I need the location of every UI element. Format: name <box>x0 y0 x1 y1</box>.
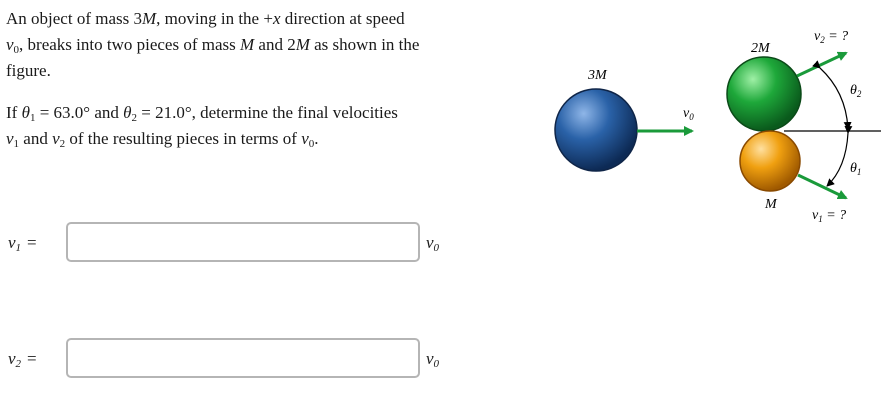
theta2-arc <box>820 68 848 129</box>
collision-figure <box>540 0 881 240</box>
v1-subscript: 1 <box>13 138 20 150</box>
equals-sign: = <box>27 349 37 368</box>
question-text: and <box>19 129 53 148</box>
question-text: = 21.0°, determine the final velocities <box>136 103 398 122</box>
answer-label-v2 <box>8 349 37 369</box>
intro-text: and 2 <box>254 35 296 54</box>
question-text: of the resulting pieces in terms of <box>65 129 302 148</box>
v0-subscript: 0 <box>13 44 20 56</box>
answer-row-v1 <box>8 222 468 266</box>
equals-sign: = <box>27 233 37 252</box>
v0-label: $v_0$ <box>683 106 694 122</box>
unit-subscript: 0 <box>433 358 440 370</box>
theta1-arc <box>827 133 848 186</box>
v0-symbol: v <box>301 129 309 148</box>
v2-symbol: v <box>52 129 60 148</box>
theta2-subscript: 2 <box>131 112 137 124</box>
mass-symbol: M <box>141 9 157 28</box>
answer-var: v <box>8 233 16 252</box>
intro-text: An object of mass 3 <box>6 9 142 28</box>
ball-3M <box>555 89 637 171</box>
mass-symbol: M <box>295 35 310 54</box>
answer-var-subscript: 2 <box>15 358 22 370</box>
label-3M: 3M <box>588 68 607 83</box>
v1-answer-input[interactable] <box>66 222 420 262</box>
v2-arrow <box>797 53 846 76</box>
ball-2M <box>727 57 801 131</box>
ball-M <box>740 131 800 191</box>
answer-row-v2 <box>8 338 468 382</box>
x-symbol: x <box>272 9 281 28</box>
theta1-symbol: θ <box>21 103 30 122</box>
v2-answer-input[interactable] <box>66 338 420 378</box>
problem-question <box>6 100 446 152</box>
intro-text: as shown in the figure. <box>6 35 420 80</box>
unit-symbol: v <box>426 233 434 252</box>
answer-var: v <box>8 349 16 368</box>
v2-label: $v_2$ = ? <box>814 29 849 45</box>
question-text: . <box>314 129 319 148</box>
answer-unit-v2 <box>426 349 439 369</box>
problem-statement <box>6 6 446 152</box>
intro-text: , moving in the + <box>156 9 273 28</box>
v2-subscript: 2 <box>59 138 66 150</box>
collision-diagram <box>540 0 881 240</box>
intro-text: direction at speed <box>280 9 405 28</box>
mass-symbol: M <box>240 35 255 54</box>
unit-subscript: 0 <box>433 242 440 254</box>
label-2M: 2M <box>751 41 770 56</box>
v1-arrow <box>798 175 846 198</box>
answer-unit-v1 <box>426 233 439 253</box>
question-text: If <box>6 103 22 122</box>
theta1-subscript: 1 <box>29 112 36 124</box>
problem-intro <box>6 6 446 84</box>
v1-label: $v_1$ = ? <box>812 208 847 224</box>
answer-label-v1 <box>8 233 37 253</box>
unit-symbol: v <box>426 349 434 368</box>
v1-symbol: v <box>6 129 14 148</box>
theta2-symbol: θ <box>123 103 132 122</box>
theta1-label: $\theta_1$ <box>850 161 862 177</box>
intro-text: , breaks into two pieces of mass <box>19 35 240 54</box>
v0-subscript: 0 <box>308 138 315 150</box>
v0-symbol: v <box>6 35 14 54</box>
question-text: = 63.0° and <box>35 103 124 122</box>
theta2-label: $\theta_2$ <box>850 83 862 99</box>
answer-var-subscript: 1 <box>15 242 22 254</box>
label-M: M <box>765 197 777 212</box>
